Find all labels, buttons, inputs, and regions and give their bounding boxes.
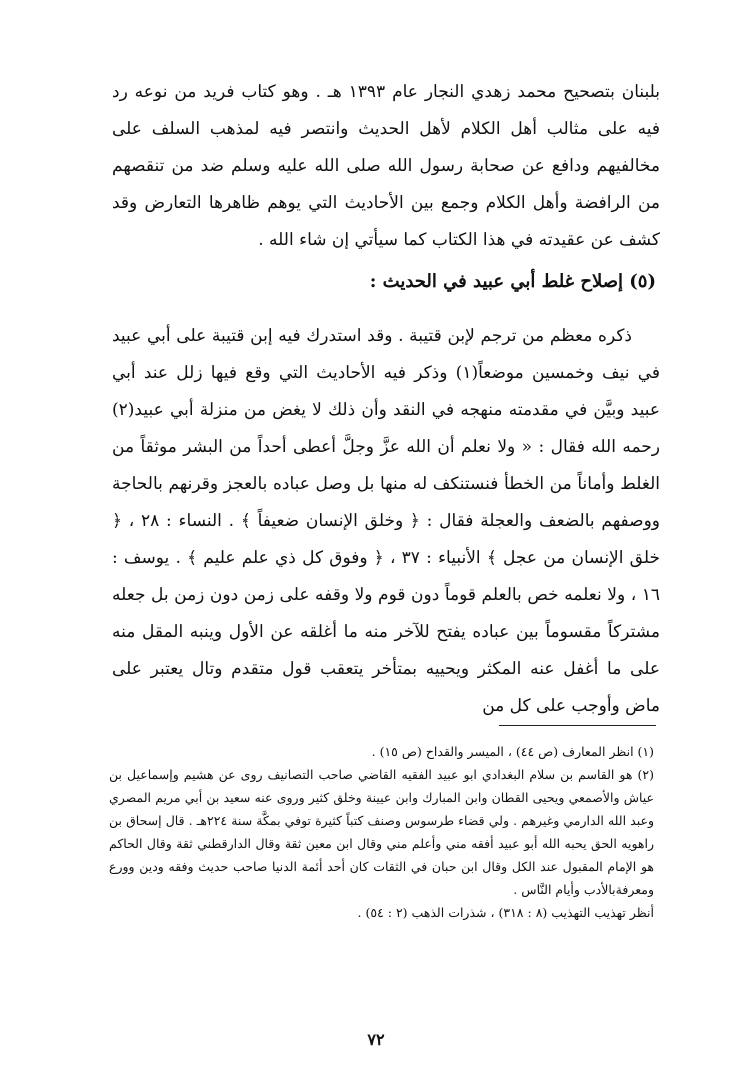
- body-paragraph-1: بلبنان بتصحيح محمد زهدي النجار عام ١٣٩٣ هـ . وهو كتاب فريد من نوعه رد فيه على مثالب أهل الكلام لأهل الحديث وانتصر فيه لمذهب السلف على مخالفيهم ودافع عن صحابة رسول الله صلى الله عليه وسلم ضد من تنقصهم من الرافضة وأهل الكلام وجمع بين الأحاديث التي يوهم ظاهرها التعارض وقد كشف عن عقيدته في هذا الكتاب كما سيأتي إن شاء الله .: [112, 82, 660, 250]
- body-paragraph-2: ذكره معظم من ترجم لإبن قتيبة . وقد استدرك فيه إبن قتيبة على أبي عبيد في نيف وخمسين موضعاً(١) وذكر فيه الأحاديث التي وقع فيها زلل عند أبي عبيد وبيَّن في مقدمته منهجه في النقد وأن ذلك لا يغض من منزلة أبي عبيد(٢) رحمه الله فقال : « ولا نعلم أن الله عزَّ وجلَّ أعطى أحداً من البشر موثقاً من الغلط وأماناً من الخطأ فنستنكف له منها بل وصل عباده بالعجز وقرنهم بالحاجة ووصفهم بالضعف والعجلة فقال : ﴿ وخلق الإنسان ضعيفاً ﴾ . النساء : ٢٨ ، ﴿ خلق الإنسان من عجل ﴾ الأنبياء : ٣٧ ، ﴿ وفوق كل ذي علم عليم ﴾ . يوسف : ١٦ ، ولا نعلمه خص بالعلم قوماً دون قوم ولا وقفه على زمن دون زمن بل جعله مشتركاً مقسوماً بين عباده يفتح للآخر منه ما أغلقه عن الأول وينبه المقل منه على ما أغفل عنه المكثر ويحييه بمتأخر يتعقب قول متقدم وتال يعتبر على ماض وأوجب على كل من: [112, 326, 660, 716]
- section-heading: (٥) إصلاح غلط أبي عبيد في الحديث :: [369, 271, 656, 292]
- footnote-2: (٢) هو القاسم بن سلام البغدادي ابو عبيد الفقيه القاضي صاحب التصانيف روى عن هشيم وإسماعيل بن عياش والأصمعي ويحيى القطان وابن المبارك وابن عيينة وخلق كثير وروى عنه سعيد بن أبي مريم المصري وعبد الله الدارمي وغيرهم . ولي قضاء طرسوس وصنف كتباً كثيرة توفي بمكَّة سنة ٢٢٤هـ . قال إسحاق بن راهويه الحق يحبه الله أبو عبيد أفقه مني وأعلم مني وقال ابن معين ثقة وقال الدارقطني ثقة وقال الحاكم هو الإمام المقبول عند الكل وقال ابن حبان في الثقات كان أحد أئمة الدنيا صاحب حديث وفقه ودين وورع ومعرفةبالأدب وأيام النَّاس .: [109, 767, 654, 897]
- footnote-2-references: أنظر تهذيب التهذيب (٨ : ٣١٨) ، شذرات الذهب (٢ : ٥٤) .: [357, 905, 654, 920]
- footnote-divider: [499, 725, 656, 726]
- footnotes: [109, 740, 654, 924]
- page-number: ٧٢: [367, 1030, 385, 1049]
- footnote-1: (١) انظر المعارف (ص ٤٤) ، الميسر والقداح (ص ١٥) .: [371, 744, 654, 759]
